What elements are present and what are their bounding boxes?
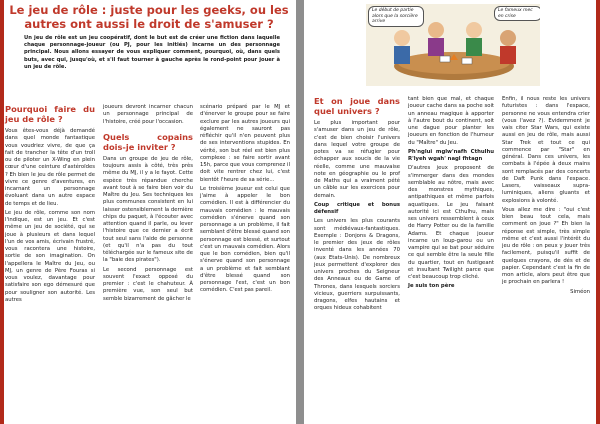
paragraph: Enfin, il nous reste les univers futuristes : dans l'espace, personne ne vous entendra crier (vous l'avez ?). Evidemment je vais citer Star Wars, qui existe aussi en jeu de rôle, mais aussi Star Trek et tout ce qui commence par "Star" en général. Dans ces univers, les combats à l'épée à deux mains sont remplacés par des concerts de Daft Punk dans l'espace. Lasers, vaisseaux supra-luminiques, aliens gluants et explosions à volonté. (502, 96, 590, 204)
paragraph: D'autres jeux proposent de s'immerger dans des mondes semblable au nôtre, mais avec des monstres mythiques, antipathiques et même parfois aquatiques. Le jeu faisant autorité ici est Cthulhu, mais ses univers ressemblent à ceux de Harry Potter ou de la famille Adams. Et chaque joueur incarne un loup-garou ou un vampire qui se bat pour séduire ce qui semble être la seule fille du quartier, tout en fustigeant et insultant Twilight parce que c'est beaucoup trop cliché. (408, 165, 494, 280)
paragraph: Vous êtes-vous déjà demandé dans quel monde fantastique vous voudriez vivre, de que ça fait de trancher la tête d'un troll ou de piloter un X-Wing en plein cœur d'une ceinture d'astéroïdes ? Eh bien le jeu de rôle permet de vivre ce genre d'aventures, en incarnant un personnage évoluant dans un autre espace de temps et de lieu. (5, 128, 95, 207)
author-signature: Siméon (570, 288, 590, 295)
players-illustration (366, 4, 540, 86)
page-gutter (296, 0, 304, 424)
column-6 (502, 96, 590, 298)
speech-bubble-2: Le fameux mec en crise (494, 6, 540, 21)
paragraph: Le troisième joueur est celui que j'aime à appeler le bon comédien. Il est à différencier du mauvais comédien : le mauvais comédien s'énerve quand son personnage a un problème, il fait semblant d'être blessé quand son personnage est blessé, et surtout c'est un mauvais comédien. Alors que le bon comédien, bien qu'il s'énerve quand son personnage a un problème et fait semblant d'être blessé quand son personnage l'est, c'est un bon comédien. C'est pas pareil. (200, 185, 290, 294)
column-4 (314, 96, 400, 315)
paragraph: tant bien que mal, et chaque joueur cache dans sa poche soit un anneau magique à apporter à l'autre bout du continent, soit une dague pour planter les joueurs en fonction de l'humeur du "Maître" du Jeu. (408, 96, 494, 146)
subheading-pere: Je suis ton père (408, 283, 455, 290)
section-heading-univers: Et on joue dans quel univers ? (314, 96, 400, 116)
column-1 (5, 104, 95, 306)
paragraph: joueurs devront incarner chacun un personnage principal de l'histoire, créé pour l'occasion. (103, 104, 193, 125)
paragraph: scénario préparé par le MJ et d'énerver le groupe pour se faire exclure par les autres joueurs qui également ne sauront pas réfléchir qu'il n'en peuvent plus de ses interventions stupides. En vérité, son but réel est bien plus complexe : se faire sortir avant 15h, parce que vous comprenez il doit vite rentrer chez lui, c'est bientôt l'heure de sa série... (200, 104, 290, 183)
column-3 (200, 104, 290, 297)
paragraph: Les univers les plus courants sont médiévaux-fantastiques. Exemple : Donjons & Dragons, le premier des jeux de rôles inventé dans les années 70 (aux Etats-Unis). De nombreux jeux permettent d'explorer des univers proches du Seigneur des Anneaux ou de Game of Thrones, dans lesquels sorciers vicieux, guerriers surpuissants, dragons, elfes hautains et orques hideux cohabitent (314, 218, 400, 312)
page-edge-accent (0, 0, 4, 424)
subheading-cthulhu: Ph'nglui mglw'nafh Cthulhu R'lyeh wgah' nagl fhtagn (408, 148, 494, 162)
page-edge-accent (596, 0, 600, 424)
paragraph: Vous allez me dire : "oui c'est bien beau tout cela, mais comment on joue ?" Eh bien la réponse est simple, très simple même et c'est aussi l'intérêt du jeu de rôle : on peux y jouer très facilement, puisqu'il suffit de quelques crayons, de dés et de papier. Cependant c'est la fin de mon article, alors peut être que je prochain en parlera ! (502, 206, 590, 286)
column-5 (408, 96, 494, 293)
article-title: Le jeu de rôle : juste pour les geeks, ou les autres ont aussi le droit de s'amuser ? (9, 3, 289, 31)
article-intro: Un jeu de rôle est un jeu coopératif, dont le but est de créer une fiction dans laquelle chaque personnage-joueur (ou PJ, pour les initiés) incarne un des personnage principal. Nous allons essayer de vous expliquer comment, pourquoi, où, dans quels buts, avec qui, jusqu'où, et s'il faut tourner à gauche après le rond-point pour jouer à un jeu de rôle. (24, 35, 280, 70)
paragraph: Dans un groupe de jeu de rôle, toujours assis à côté, très près même du MJ, il y a le fayot. Cette espèce très répandue cherche avant tout à se faire bien voir du Maître du Jeu. Ses techniques les plus communes consistent en lui laisser ostensiblement la dernière chips du paquet, à l'écouter avec attention quand il parle, ou lever l'histoire que ce dernier a écrit tout seul sans l'aide de personne (et qu'il n'a pas du tout téléchargée sur le fameux site de la "baie des pirates"). (103, 155, 193, 264)
section-heading-copains: Quels copains dois-je inviter ? (103, 131, 193, 152)
paragraph: Le second personnage est souvent l'exact opposé du premier : c'est le chahuteur. À première vue, son seul but semble bizarrement de gâcher le (103, 266, 193, 302)
subheading-coup-critique: Coup critique et bonus défensif (314, 201, 400, 215)
paragraph: Le jeu de rôle, comme son nom l'indique, est un jeu. Et c'est même un jeu de société, qui se joue à plusieurs et dans lequel l'un de vos amis, écrivain frustré, vous racontera une histoire, sortie de son imagination. On l'appellera le Maître du Jeu, ou MJ, un genre de Père Fouras si vous voulez, davantage pour satisfaire son ego démesuré que pour souligner son autorité. Les autres (5, 209, 95, 303)
paragraph: Le plus important pour s'amuser dans un jeu de rôle, c'est de bien choisir l'univers dans lequel votre groupe de potes va se réfugier pour échapper aux soucis de la vie réelle, comme une mauvaise note en géographie ou le prof de Maths qui a vraiment pété un câble sur les exercices pour demain. (314, 120, 400, 199)
section-heading-pourquoi: Pourquoi faire du jeu de rôle ? (5, 104, 95, 124)
left-page (0, 0, 296, 424)
speech-bubble-1: Le début de partie alors que la sorcière arrive (368, 6, 424, 27)
column-2 (103, 104, 193, 305)
